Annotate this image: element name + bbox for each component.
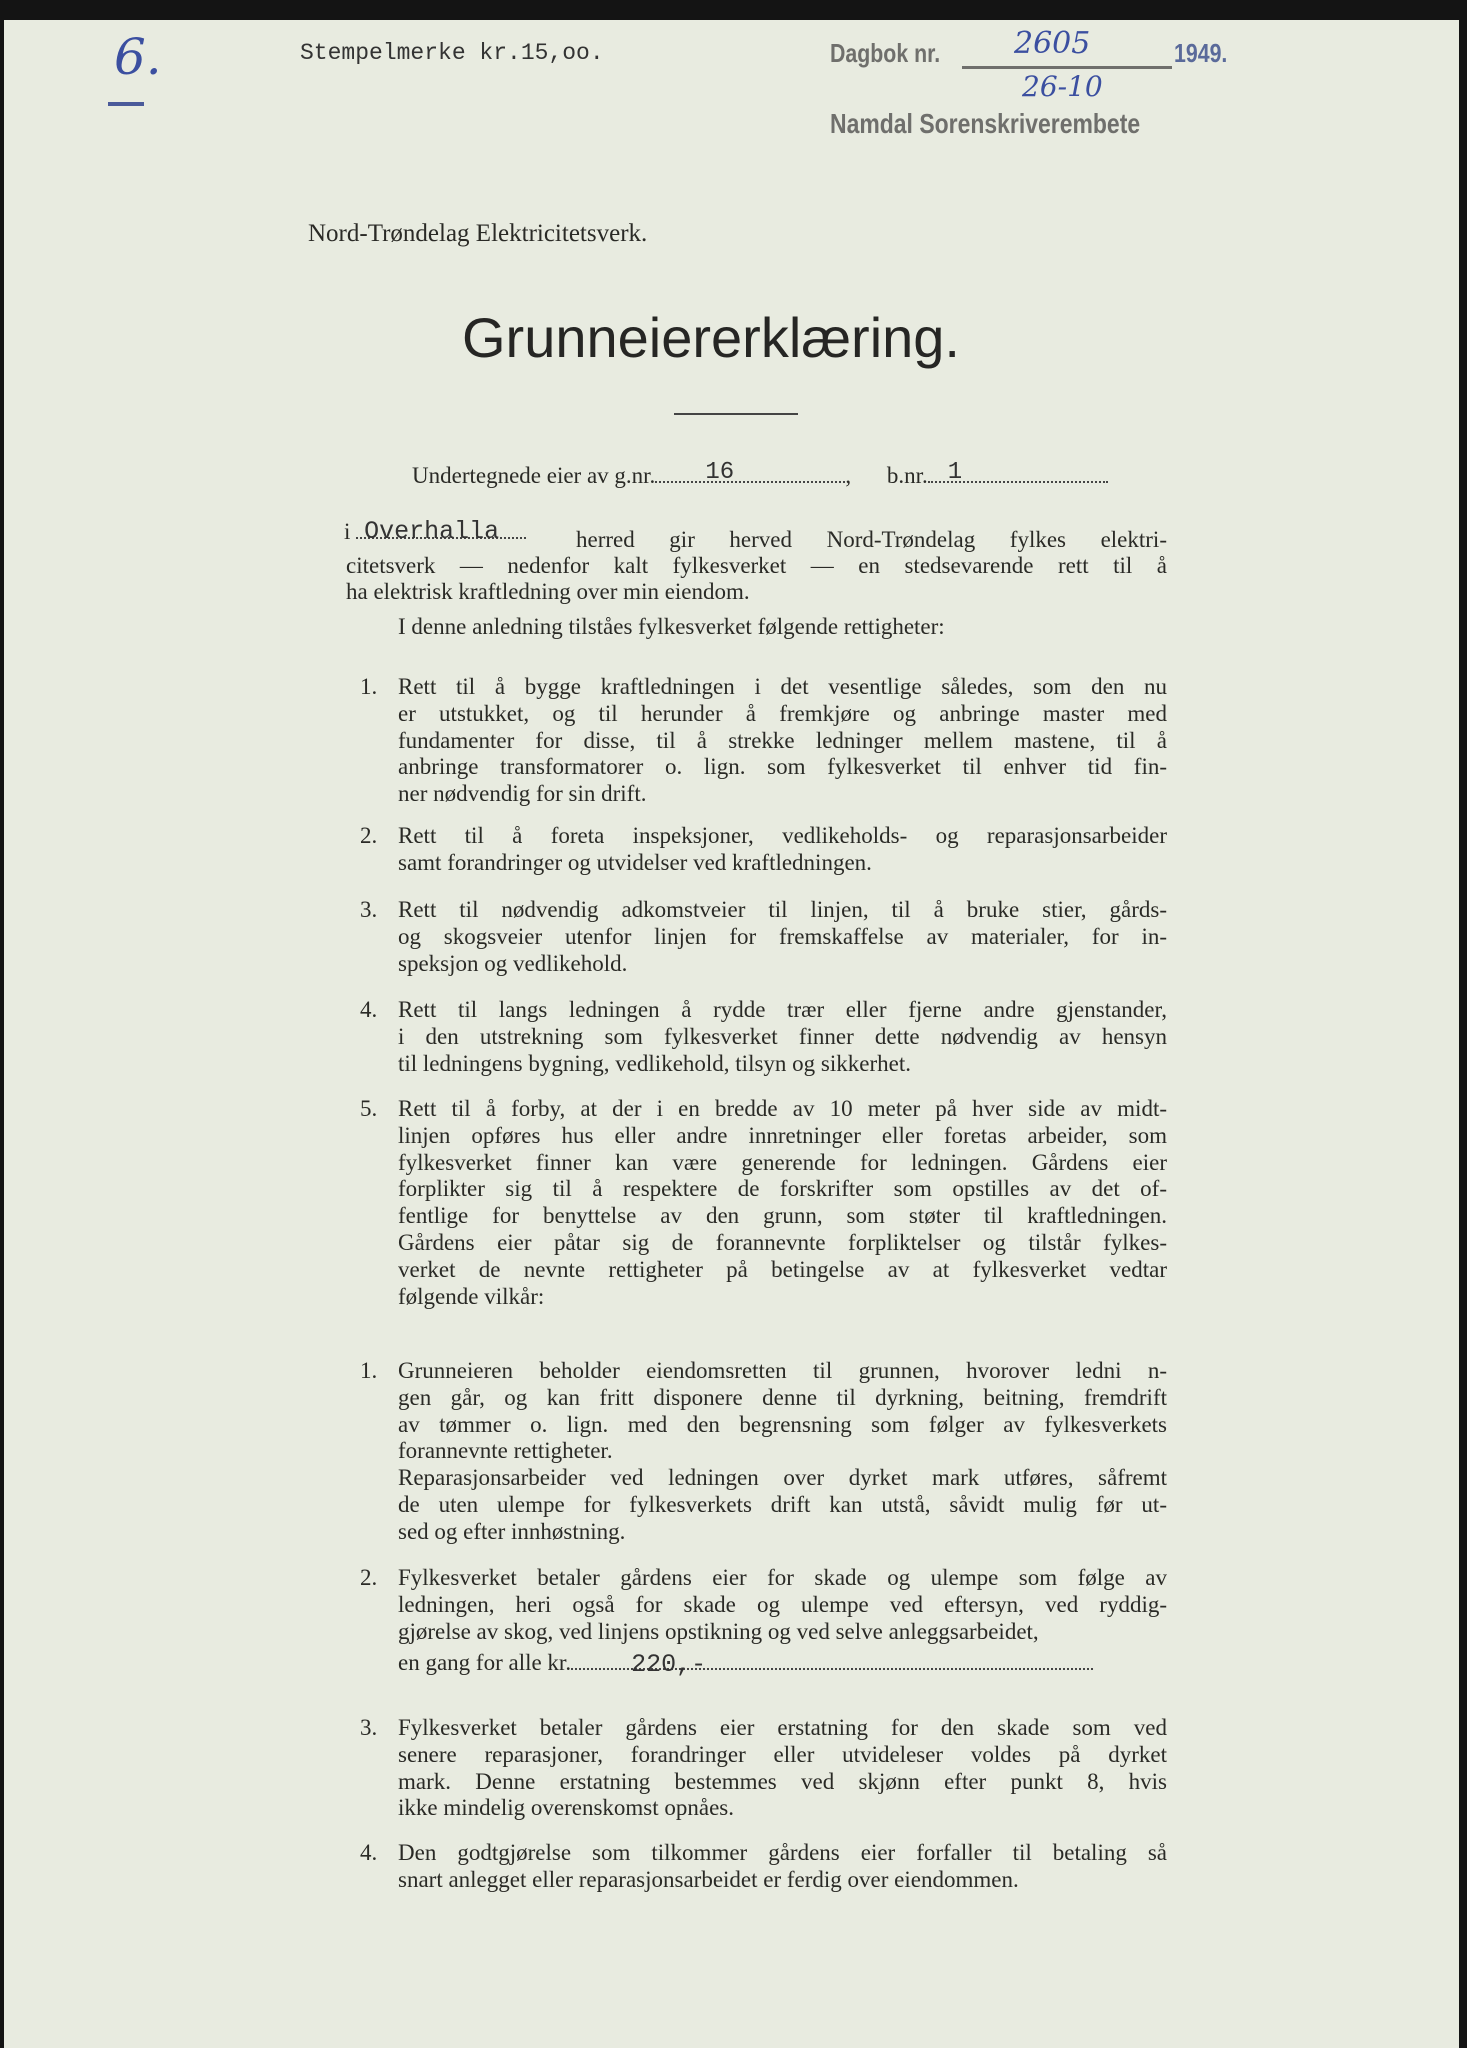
right-text-line: fylkesverket finner kan være generende for ledningen. Gårdens eier xyxy=(398,1150,1167,1175)
intro-text-line: citetsverk — nedenfor kalt fylkesverket — en stedsevarende rett til å xyxy=(346,553,1167,578)
dagbok-year: 1949. xyxy=(1174,38,1228,68)
condition-text-line: Fylkesverket betaler gårdens eier for skade og ulempe som følge av xyxy=(398,1565,1167,1590)
gnr-label: Undertegnede eier av g.nr. xyxy=(412,463,656,488)
right-number: 2. xyxy=(360,823,378,848)
right-text-line: verket de nevnte rettigheter på betingelse av at fylkesverket vedtar xyxy=(398,1257,1167,1282)
right-text-line: Rett til å bygge kraftledningen i det vesentlige således, som den nu xyxy=(398,674,1167,699)
condition-text-line: forannevnte rettigheter. xyxy=(398,1438,613,1463)
gnr-value: 16 xyxy=(705,459,735,486)
condition-text-line: sed og efter innhøstning. xyxy=(398,1519,626,1544)
right-text-line: Rett til nødvendig adkomstveier til linjen, til å bruke stier, gårds- xyxy=(398,897,1167,922)
right-text-line: anbringe transformatorer o. lign. som fylkesverket til enhver tid fin- xyxy=(398,754,1167,779)
right-text-line: følgende vilkår: xyxy=(398,1284,545,1309)
handwritten-page-number: 6. xyxy=(114,28,162,86)
gnr-field[interactable] xyxy=(655,459,845,486)
document-title: Grunneiererklæring. xyxy=(462,306,960,369)
condition-text-line: ledningen, heri også for skade og ulempe ved eftersyn, ved ryddig- xyxy=(398,1592,1167,1617)
stamp-duty-text: Stempelmerke kr.15,oo. xyxy=(300,40,604,66)
right-text-line: speksjon og vedlikehold. xyxy=(398,951,628,976)
municipality-field[interactable] xyxy=(356,517,526,546)
municipality-value: Overhalla xyxy=(364,517,500,546)
right-text-line: fundamenter for disse, til å strekke ledninger mellem mastene, til å xyxy=(398,728,1167,753)
condition-number: 4. xyxy=(360,1840,378,1865)
page-number-underline xyxy=(108,102,144,106)
right-text-line: og skogsveier utenfor linjen for fremskaffelse av materialer, for in- xyxy=(398,924,1167,949)
condition-text-line: gjørelse av skog, ved linjens opstikning og ved selve anleggsarbeidet, xyxy=(398,1619,1039,1644)
condition-text-line: gen går, og kan fritt disponere denne til dyrkning, beitning, fremdrift xyxy=(398,1385,1167,1410)
right-text-line: fentlige for benyttelse av den grunn, som støter til kraftledningen. xyxy=(398,1203,1167,1228)
right-text-line: Rett til å foreta inspeksjoner, vedlikeholds- og reparasjonsarbeider xyxy=(398,823,1167,848)
condition-text-line: ikke mindelig overenskomst opnåes. xyxy=(398,1795,734,1820)
right-text-line: samt forandringer og utvidelser ved kraftledningen. xyxy=(398,850,872,875)
condition-number: 2. xyxy=(360,1565,378,1590)
amount-value: 220,- xyxy=(631,1650,707,1679)
right-text-line: Gårdens eier påtar sig de forannevnte forpliktelser og tilstår fylkes- xyxy=(398,1230,1167,1255)
right-text-line: er utstukket, og til herunder å fremkjøre og anbringe master med xyxy=(398,701,1167,726)
condition-text-line: snart anlegget eller reparasjonsarbeidet er ferdig over eiendommen. xyxy=(398,1867,1019,1892)
bnr-label: b.nr. xyxy=(886,463,928,488)
dagbok-date: 26-10 xyxy=(1022,70,1103,103)
rights-intro: I denne anledning tilståes fylkesverket følgende rettigheter: xyxy=(398,614,945,639)
document-page xyxy=(4,20,1459,2048)
condition-text-line: senere reparasjoner, forandringer eller utvideleser voldes på dyrket xyxy=(398,1742,1167,1767)
right-text-line: Rett til å forby, at der i en bredde av 10 meter på hver side av midt- xyxy=(398,1096,1167,1121)
right-text-line: linjen opføres hus eller andre innretninger eller foretas arbeider, som xyxy=(398,1123,1167,1148)
condition-text-line: Fylkesverket betaler gårdens eier erstatning for den skade som ved xyxy=(398,1715,1167,1740)
right-number: 4. xyxy=(360,997,378,1022)
right-number: 5. xyxy=(360,1096,378,1121)
right-text-line: i den utstrekning som fylkesverket finner dette nødvendig av hensyn xyxy=(398,1024,1167,1049)
amount-line xyxy=(398,1650,1093,1679)
condition-text-line: Reparasjonsarbeider ved ledningen over dyrket mark utføres, såfremt xyxy=(398,1465,1167,1490)
condition-text-line: de uten ulempe for fylkesverkets drift kan utstå, såvidt mulig før ut- xyxy=(398,1492,1167,1517)
condition-number: 3. xyxy=(360,1715,378,1740)
title-divider xyxy=(674,413,798,415)
intro-text-line: herred gir herved Nord-Trøndelag fylkes elektri- xyxy=(576,527,1167,552)
company-name: Nord-Trøndelag Elektricitetsverk. xyxy=(308,220,648,247)
bnr-field[interactable] xyxy=(928,459,1108,486)
right-number: 3. xyxy=(360,897,378,922)
i-label: i xyxy=(344,519,351,544)
intro-line: Undertegnede eier av g.nr. 16 , b.nr. 1 xyxy=(412,463,1108,489)
amount-field[interactable] xyxy=(571,1650,1093,1679)
condition-text-line: Grunneieren beholder eiendomsretten til grunnen, hvorover ledni n- xyxy=(398,1358,1167,1383)
right-text-line: forplikter sig til å respektere de forskrifter som opstilles av det of- xyxy=(398,1176,1167,1201)
condition-text-line: mark. Denne erstatning bestemmes ved skjønn efter punkt 8, hvis xyxy=(398,1769,1167,1794)
right-text-line: til ledningens bygning, vedlikehold, tilsyn og sikkerhet. xyxy=(398,1051,911,1076)
amount-label: en gang for alle kr. xyxy=(398,1650,572,1675)
municipality-line xyxy=(344,519,526,545)
dagbok-label: Dagbok nr. xyxy=(830,38,941,68)
intro-text-line: ha elektrisk kraftledning over min eiendom. xyxy=(346,579,750,604)
court-stamp: Namdal Sorenskriverembete xyxy=(830,108,1141,139)
dagbok-number: 2605 xyxy=(1014,26,1091,61)
condition-number: 1. xyxy=(360,1358,378,1383)
right-number: 1. xyxy=(360,674,378,699)
condition-text-line: av tømmer o. lign. med den begrensning som følger av fylkesverkets xyxy=(398,1412,1167,1437)
bnr-value: 1 xyxy=(947,459,963,486)
right-text-line: ner nødvendig for sin drift. xyxy=(398,781,647,806)
dagbok-underline xyxy=(962,66,1172,69)
condition-text-line: Den godtgjørelse som tilkommer gårdens eier forfaller til betaling så xyxy=(398,1840,1167,1865)
right-text-line: Rett til langs ledningen å rydde trær eller fjerne andre gjenstander, xyxy=(398,997,1167,1022)
